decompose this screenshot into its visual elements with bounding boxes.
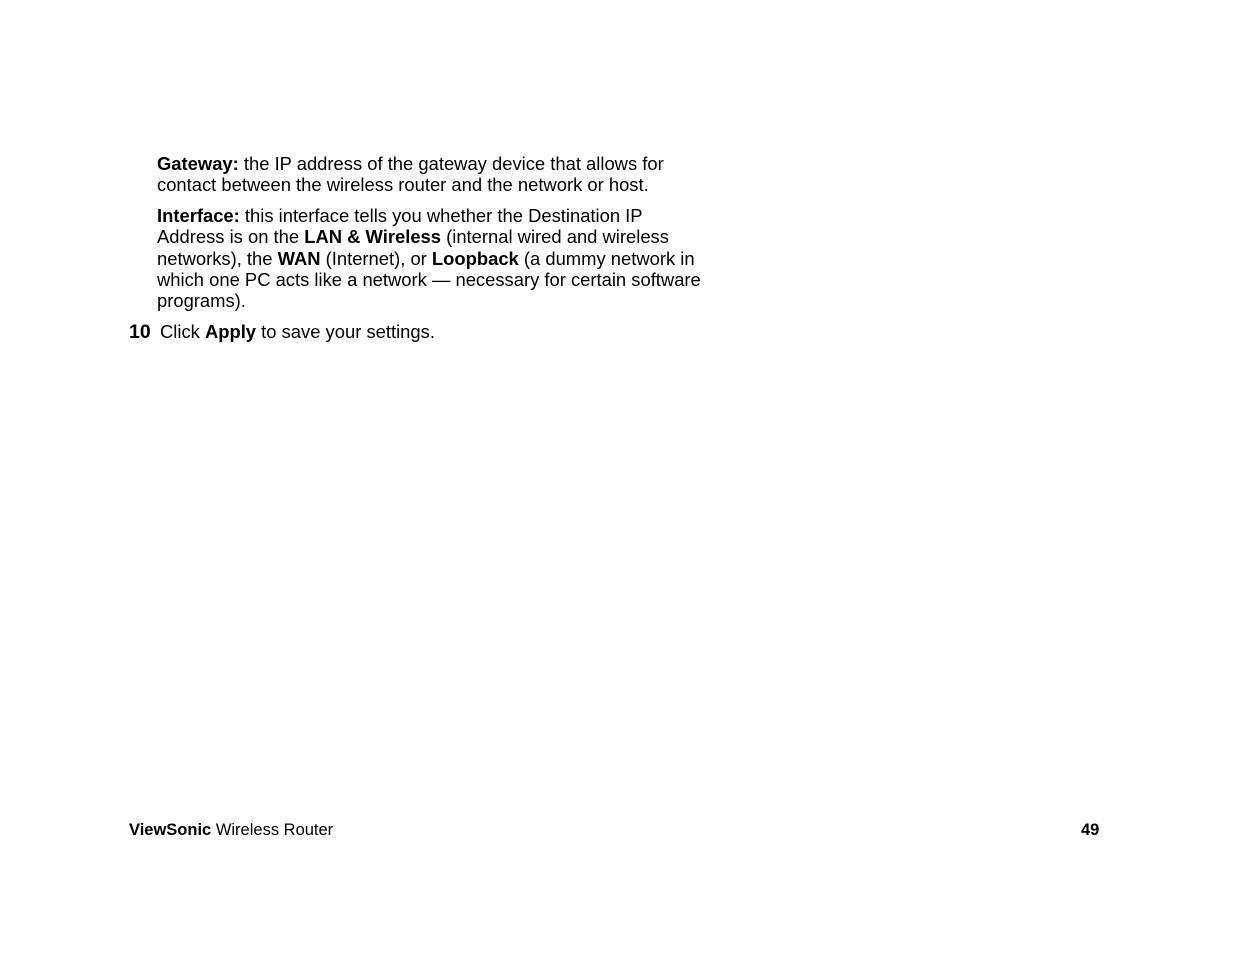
footer-product: Wireless Router bbox=[211, 821, 334, 839]
wan-term: WAN bbox=[277, 247, 321, 269]
apply-term: Apply bbox=[204, 320, 257, 342]
footer-brand: ViewSonic bbox=[129, 821, 212, 839]
step-10 bbox=[129, 321, 729, 343]
step-text-2: to save your settings. bbox=[256, 320, 435, 342]
gateway-description: the IP address of the gateway device that allows for contact between the wireless router and the network or host. bbox=[157, 153, 664, 196]
gateway-term: Gateway: bbox=[157, 153, 239, 174]
interface-text-2: (internal wired and wireless networks), the bbox=[157, 226, 669, 269]
document-body bbox=[129, 153, 729, 343]
footer-title bbox=[129, 820, 333, 840]
interface-term: Interface: bbox=[157, 204, 240, 226]
page-number: 49 bbox=[1081, 821, 1100, 839]
interface-text-1: this interface tells you whether the Destination IP Address is on the bbox=[157, 204, 643, 248]
loopback-term: Loopback bbox=[431, 247, 519, 269]
interface-text-4: (a dummy network in which one PC acts like a network — necessary for certain software programs). bbox=[157, 247, 701, 312]
interface-definition bbox=[157, 205, 707, 312]
step-number: 10 bbox=[129, 320, 151, 343]
gateway-definition bbox=[157, 153, 707, 196]
interface-text-3: (Internet), or bbox=[320, 247, 432, 269]
lan-wireless-term: LAN & Wireless bbox=[304, 226, 441, 248]
step-text-1: Click bbox=[160, 320, 205, 342]
